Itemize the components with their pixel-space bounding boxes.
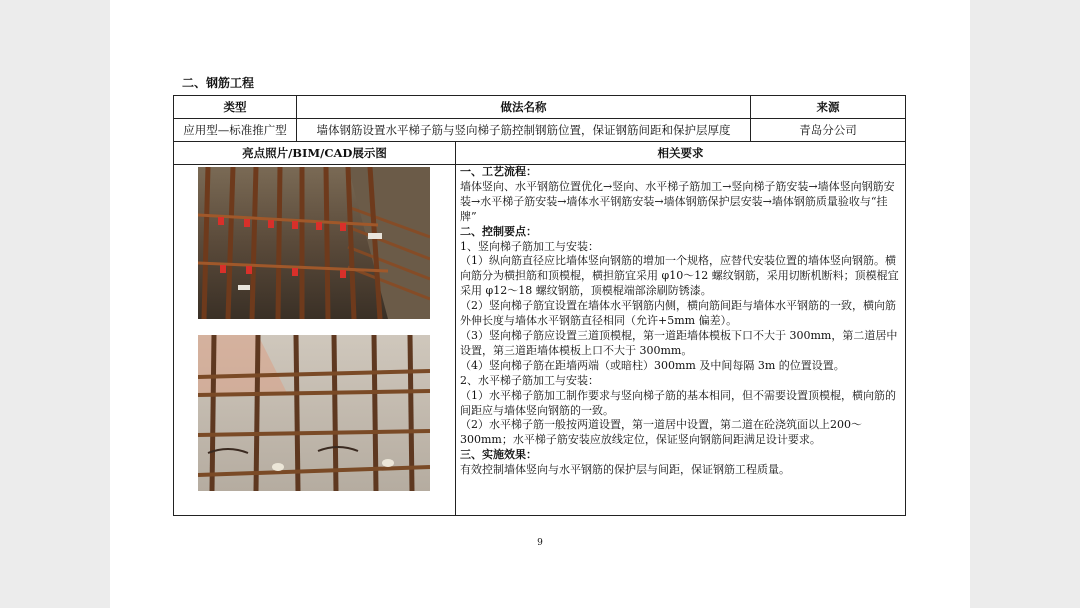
rebar-photo-1 [198, 167, 430, 319]
header-method-name: 做法名称 [297, 96, 751, 119]
cell-type: 应用型—标准推广型 [174, 119, 297, 142]
cell-method-name: 墙体钢筋设置水平梯子筋与竖向梯子筋控制钢筋位置，保证钢筋间距和保护层厚度 [297, 119, 751, 142]
header-photos: 亮点照片/BIM/CAD展示图 [174, 142, 456, 165]
requirement-heading: 三、实施效果： [460, 448, 537, 462]
method-table [173, 95, 906, 516]
requirement-paragraph: （2）水平梯子筋一般按两道设置，第一道居中设置，第二道在砼浇筑面以上200～300mm；水平梯子筋安装应放线定位，保证竖向钢筋间距满足设计要求。 [460, 418, 862, 447]
header-requirements: 相关要求 [456, 142, 906, 165]
requirement-paragraph: （3）竖向梯子筋应设置三道顶模棍，第一道距墙体模板下口不大于 300mm，第二道居中设置，第三道距墙体模板上口不大于 300mm。 [460, 328, 898, 357]
requirement-paragraph: （2）竖向梯子筋宜设置在墙体水平钢筋内侧，横向筋间距与墙体水平钢筋的一致，横向筋外伸长度与墙体水平钢筋直径相同（允许+5mm 偏差）。 [460, 299, 896, 328]
document-page [110, 0, 970, 608]
requirement-heading: 二、控制要点： [460, 224, 537, 238]
requirement-paragraph: 2、水平梯子筋加工与安装： [460, 373, 599, 387]
section-title: 二、钢筋工程 [182, 76, 255, 90]
requirements-list [460, 165, 901, 478]
page-number: 9 [537, 538, 543, 548]
table-header-row [174, 96, 906, 119]
photos-cell [174, 165, 456, 516]
cell-source: 青岛分公司 [751, 119, 906, 142]
content-row [174, 165, 906, 516]
table-header-row-2 [174, 142, 906, 165]
header-source: 来源 [751, 96, 906, 119]
header-type: 类型 [174, 96, 297, 119]
requirement-paragraph: 墙体竖向、水平钢筋位置优化→竖向、水平梯子筋加工→竖向梯子筋安装→墙体竖向钢筋安装→水平梯子筋安装→墙体水平钢筋安装→墙体钢筋保护层安装→墙体钢筋质量验收与“挂牌” [460, 179, 895, 223]
table-row [174, 119, 906, 142]
requirement-paragraph: 1、竖向梯子筋加工与安装： [460, 239, 599, 253]
requirement-paragraph: （1）水平梯子筋加工制作要求与竖向梯子筋的基本相同，但不需要设置顶模棍，横向筋的间距应与墙体竖向钢筋的一致。 [460, 388, 896, 417]
requirement-paragraph: 有效控制墙体竖向与水平钢筋的保护层与间距，保证钢筋工程质量。 [460, 463, 790, 477]
requirements-cell [456, 165, 906, 516]
requirement-heading: 一、工艺流程： [460, 165, 537, 178]
requirement-paragraph: （1）纵向筋直径应比墙体竖向钢筋的增加一个规格，应替代安装位置的墙体竖向钢筋。横向筋分为横担筋和顶模棍，横担筋宜采用 φ10～12 螺纹钢筋，采用切断机断料；顶模棍宜采用 φ12～18 螺纹钢筋，顶模棍端部涂刷防锈漆。 [460, 254, 899, 298]
rebar-photo-2 [198, 335, 430, 491]
requirement-paragraph: （4）竖向梯子筋在距墙两端（或暗柱）300mm 及中间每隔 3m 的位置设置。 [460, 358, 845, 372]
